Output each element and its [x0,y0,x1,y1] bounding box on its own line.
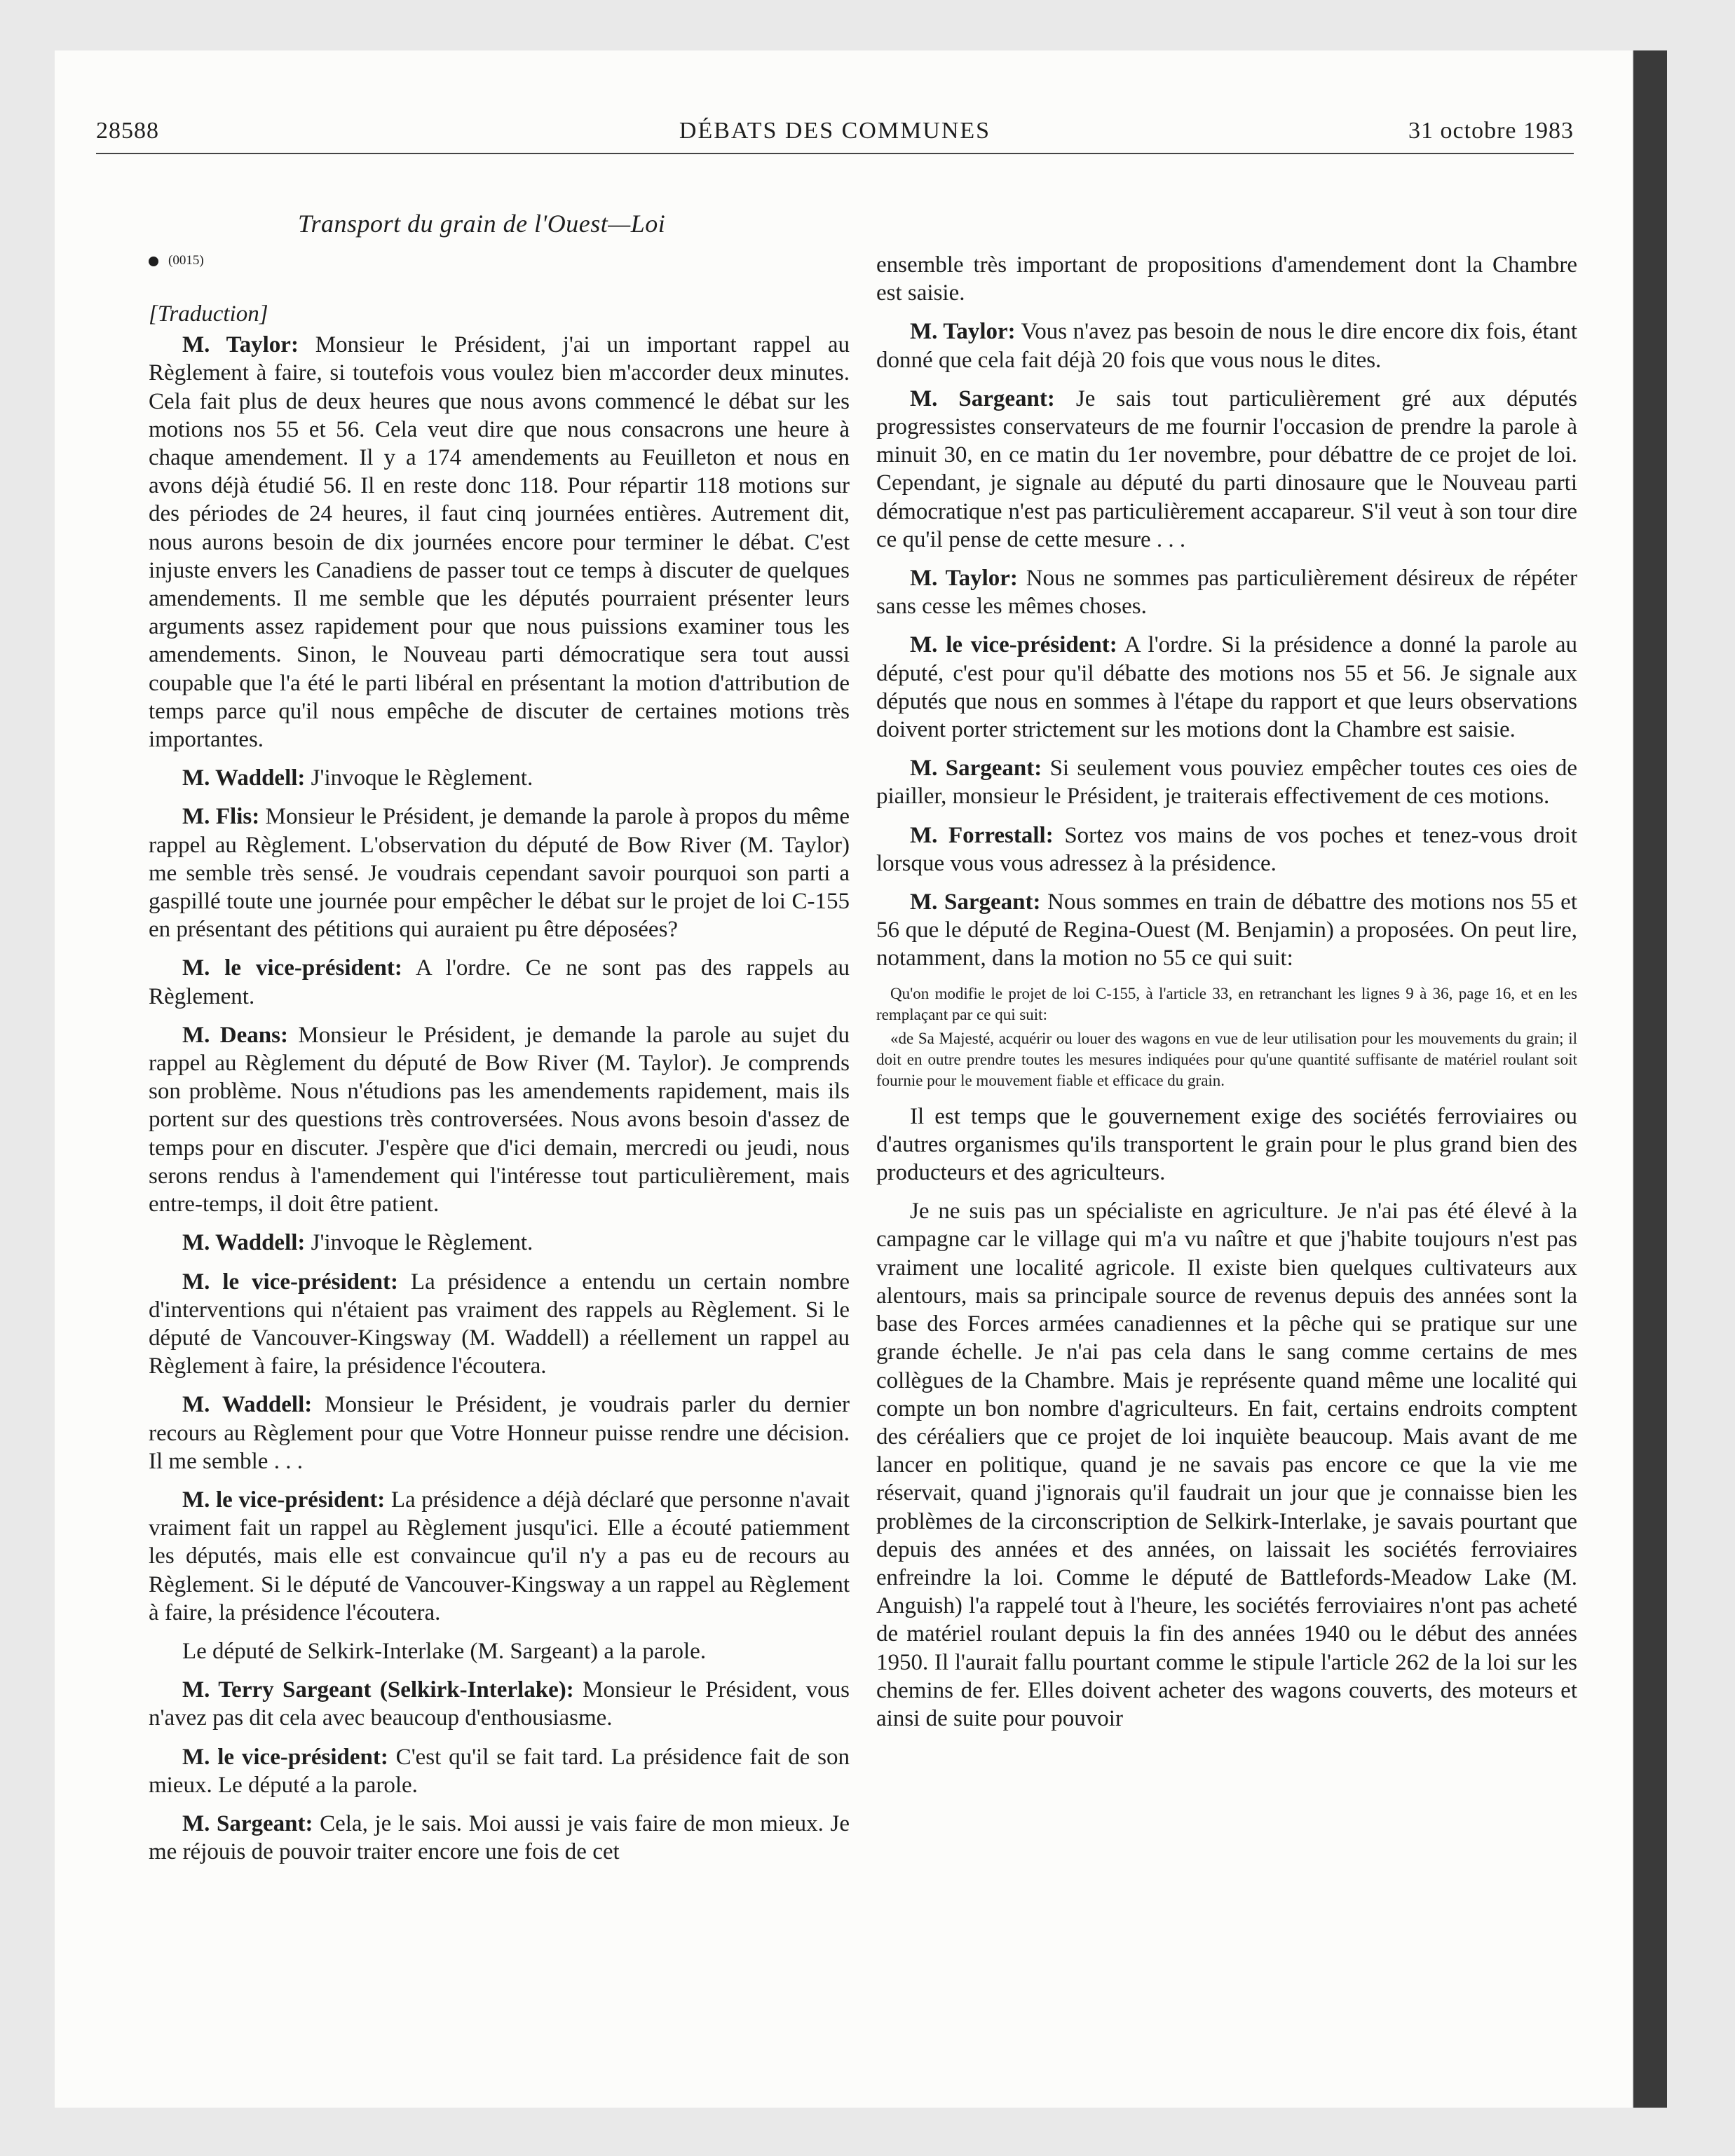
time-marker-text: (0015) [168,253,204,268]
speech-text: Monsieur le Président, vous n'avez pas dit cela avec beaucoup d'enthousiasme. [149,1677,850,1731]
speech-paragraph [876,754,1577,810]
speech-paragraph [876,888,1577,973]
speech-paragraph [149,1391,850,1475]
right-column [876,251,1577,1743]
speaker-name: M. Taylor: [182,332,299,358]
speaker-name: M. le vice-président: [182,1269,398,1295]
speech-paragraph [149,1676,850,1732]
quote-paragraph: Qu'on modifie le projet de loi C-155, à l'article 33, en retranchant les lignes 9 à 36, page 16, et en les remplaçant par ce qui suit: [876,984,1577,1023]
speaker-name: M. le vice-président: [182,955,402,981]
speech-paragraph [876,631,1577,744]
speech-text: Monsieur le Président, j'ai un important rappel au Règlement à faire, si toutefois vous voulez bien m'accorder deux minutes. Cela fait plus de deux heures que nous avons commencé le débat sur les motions nos 55 et 56. Cela veut dire que nous consacrons une heure à chaque amendement. Il y a 174 amendements au Feuilleton et nous en avons déjà étudié 56. Il en reste donc 118. Pour répartir 118 motions sur des périodes de 24 heures, il faut cinq journées entières. Autrement dit, nous aurons besoin de dix journées encore pour terminer le débat. C'est injuste envers les Canadiens de passer tout ce temps à discuter de quelques amendements. Il me semble que les députés pourraient présenter leurs arguments assez rapidement pour que nous puissions examiner tous les amendements. Sinon, le Nouveau parti démocratique sera tout aussi coupable que l'a été le parti libéral en présentant la motion d'attribution de temps parce qu'il nous empêche de discuter de certaines motions très importantes. [149,332,850,753]
speech-paragraph [876,564,1577,620]
motion-quote [876,983,1577,1091]
speech-paragraph [876,318,1577,374]
body-paragraph: Je ne suis pas un spécialiste en agriculture. Je n'ai pas été élevé à la campagne car le village qui m'a vu naître et que j'habite toujours n'est pas vraiment une localité agricole. Il existe bien quelques cultivateurs aux alentours, mais sa principale source de revenus depuis des années sont la base des Forces armées canadiennes et la pêche qui se pratique sur une grande échelle. Je n'ai pas cela dans le sang comme certains de mes collègues de la Chambre. Mais je représente quand même une localité qui compte un bon nombre d'agriculteurs. En fait, certains endroits comptent des céréaliers que ce projet de loi inquiète beaucoup. Mais avant de me lancer en politique, quand je ne savais pas encore ce que la vie me réservait, quand j'ignorais qu'il faudrait un jour que je connaisse bien les problèmes de la circonscription de Selkirk-Interlake, je savais pourtant que depuis des années et des années, on laissait les sociétés ferroviaires enfreindre la loi. Comme le député de Battlefords-Meadow Lake (M. Anguish) l'a rappelé tout à l'heure, les sociétés ferroviaires n'ont pas acheté de matériel roulant depuis la fin des années 1940 ou le début des années 1950. Il l'aurait fallu pourtant comme le stipule l'article 262 de la loi sur les chemins de fer. Elles doivent acheter des wagons couverts, des moteurs et ainsi de suite pour pouvoir [876,1199,1577,1731]
speech-text: Je sais tout particulièrement gré aux députés progressistes conservateurs de me fournir l'occasion de prendre la parole à minuit 30, en ce matin du 1er novembre, pour débattre de ce projet de loi. Cependant, je signale au député du parti dinosaure que le Nouveau parti démocratique n'est pas particulièrement accapareur. S'il veut à son tour dire ce qu'il pense de cette mesure . . . [876,386,1577,552]
page-number: 28588 [96,118,159,144]
speaker-name: M. le vice-président: [910,632,1117,658]
speech-text: Vous n'avez pas besoin de nous le dire encore dix fois, étant donné que cela fait déjà 20 fois que vous nous le dites. [876,319,1577,373]
left-column [149,203,850,1876]
speech-paragraph [149,1268,850,1381]
speech-paragraph [149,331,850,753]
speech-text: Cela, je le sais. Moi aussi je vais faire de mon mieux. Je me réjouis de pouvoir traiter encore une fois de cet [149,1810,850,1865]
body-paragraph: Il est temps que le gouvernement exige des sociétés ferroviaires ou d'autres organismes qu'ils transportent le grain pour le plus grand bien des producteurs et des agriculteurs. [876,1103,1577,1186]
speech-text: J'invoque le Règlement. [305,765,533,791]
speech-paragraph [149,1229,850,1257]
translation-label: [Traduction] [149,301,268,327]
speaker-name: M. Deans: [182,1022,288,1048]
speech-text: Monsieur le Président, je demande la parole au sujet du rappel au Règlement du député de Bow River (M. Taylor). Je comprends son problème. Nous n'étudions pas les amendements rapidement, mais ils portent sur des questions très controversées. Nous avons besoin d'assez de temps pour en discuter. J'espère que d'ici demain, mercredi ou jeudi, nous serons rendus à l'amendement qui l'intéresse tout particulièrement, mais entre-temps, il doit être patient. [149,1022,850,1217]
scan-edge [1633,50,1667,2108]
speech-text: Nous sommes en train de débattre des motions nos 55 et 56 que le député de Regina-Ouest (M. Benjamin) a proposées. On peut lire, notamment, dans la motion no 55 ce qui suit: [876,889,1577,971]
speech-text: La présidence a déjà déclaré que personne n'avait vraiment fait un rappel au Règlement jusqu'ici. Elle a écouté patiemment les députés, mais elle est convaincue qu'il n'y a pas eu de recours au Règlement. Si le député de Vancouver-Kingsway a un rappel au Règlement à faire, la présidence l'écoutera. [149,1487,850,1625]
speaker-name: M. Flis: [182,804,260,830]
speaker-name: M. Terry Sargeant (Selkirk-Interlake): [182,1677,574,1703]
publication-title: DÉBATS DES COMMUNES [679,118,991,144]
speech-paragraph [149,1486,850,1627]
page-header [96,114,1574,154]
speech-text: J'invoque le Règlement. [305,1230,533,1256]
speaker-name: M. Forrestall: [910,822,1054,848]
speaker-name: M. Sargeant: [182,1810,313,1836]
speech-paragraph [149,1637,850,1665]
speaker-name: M. Sargeant: [910,889,1041,915]
speech-text: C'est qu'il se fait tard. La présidence fait de son mieux. Le député a la parole. [149,1744,850,1798]
speech-text: La présidence a entendu un certain nombre d'interventions qui n'étaient pas vraiment des rappels au Règlement. Si le député de Vancouver-Kingsway (M. Waddell) a réellement un rappel au Règlement à faire, la présidence l'écoutera. [149,1269,850,1379]
speaker-name: M. Waddell: [182,765,306,791]
speech-paragraph [876,821,1577,878]
speaker-name: M. le vice-président: [182,1487,386,1513]
speech-text: Le député de Selkirk-Interlake (M. Sargeant) a la parole. [182,1638,707,1664]
quote-paragraph: «de Sa Majesté, acquérir ou louer des wagons en vue de leur utilisation pour les mouvements du grain; il doit en outre prendre toutes les mesures indiquées pour qu'une quantité suffisante de matériel roulant soit fournie pour le mouvement fiable et efficace du grain. [876,1029,1577,1089]
speech-paragraph [149,1743,850,1799]
speech-paragraph [149,764,850,792]
speech-text: A l'ordre. Si la présidence a donné la parole au député, c'est pour qu'il débatte des motions nos 55 et 56. Je signale aux députés que nous en sommes à l'étape du rapport et que leurs observations doivent porter strictement sur les motions dont la Chambre est saisie. [876,632,1578,743]
speech-paragraph [149,803,850,943]
speech-text: Nous ne sommes pas particulièrement désireux de répéter sans cesse les mêmes choses. [876,566,1577,620]
speech-text: Monsieur le Président, je voudrais parler du dernier recours au Règlement pour que Votre Honneur puisse rendre une décision. Il me semble . . . [149,1392,850,1474]
right-column-continuation: ensemble très important de propositions d'amendement dont la Chambre est saisie. [876,252,1577,306]
speaker-name: M. Waddell: [182,1392,313,1418]
speaker-name: M. le vice-président: [182,1744,388,1770]
issue-date: 31 octobre 1983 [1408,118,1574,144]
speaker-name: M. Sargeant: [910,386,1055,411]
speech-text: A l'ordre. Ce ne sont pas des rappels au Règlement. [149,955,850,1009]
speech-paragraph [149,954,850,1010]
speech-paragraph [149,1810,850,1866]
speaker-name: M. Waddell: [182,1230,306,1256]
running-head: Transport du grain de l'Ouest—Loi [298,210,666,238]
speaker-name: M. Taylor: [910,566,1018,592]
speech-text: Monsieur le Président, je demande la parole à propos du même rappel au Règlement. L'observation du député de Bow River (M. Taylor) me semble très sensé. Je voudrais cependant savoir pourquoi son parti a gaspillé toute une journée pour empêcher le débat sur le projet de loi C-155 en présentant des pétitions qui auraient pu être déposées? [149,804,850,943]
speech-paragraph [149,1021,850,1218]
speaker-name: M. Sargeant: [910,756,1042,782]
speech-paragraph [876,385,1577,554]
speech-text: Sortez vos mains de vos poches et tenez-vous droit lorsque vous vous adressez à la présidence. [876,822,1577,876]
speech-text: Si seulement vous pouviez empêcher toutes ces oies de piailler, monsieur le Président, je traiterais effectivement de ces motions. [876,756,1577,810]
speaker-name: M. Taylor: [910,319,1016,345]
